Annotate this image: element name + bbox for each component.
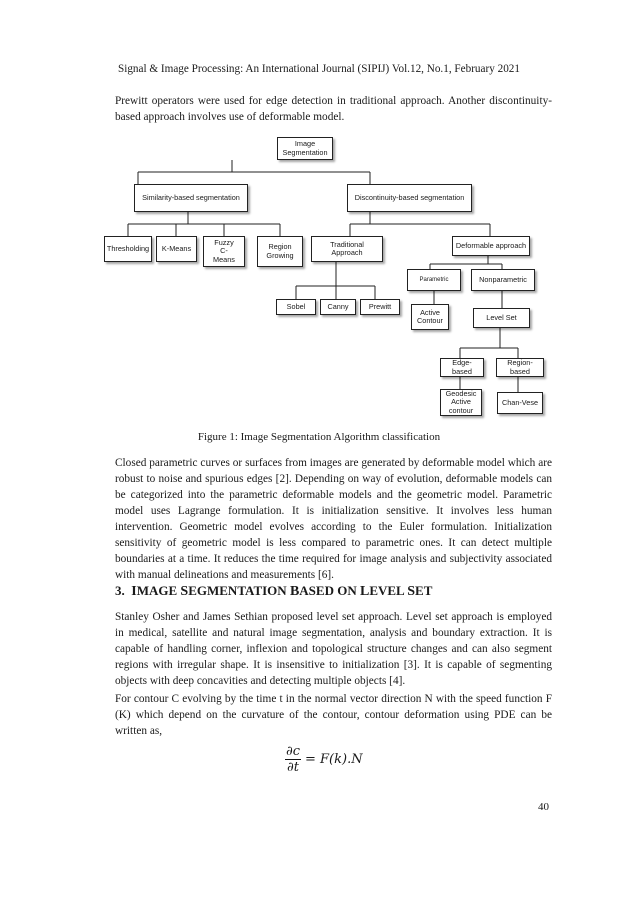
node-parametric: Parametric xyxy=(407,269,461,291)
node-image-segmentation: Image Segmentation xyxy=(277,137,333,160)
equation-denominator: ∂t xyxy=(287,760,299,775)
node-kmeans: K-Means xyxy=(156,236,197,262)
node-sobel: Sobel xyxy=(276,299,316,315)
node-region-growing: Region Growing xyxy=(257,236,303,267)
paragraph-deformable-models: Closed parametric curves or surfaces from images are generated by deformable model which are robust to noise and spurious edges [2]. Depending on way of evolution, deformable models can be categorized into the parametric deformable models and the geometric model. Parametric model uses Lagrange formulation. It is initialization sensitive. It involves less human intervention. Geometric model evolves according to the Euler formulation. Initialization sensitivity of geometric model is less compared to parametric ones. It can detect multiple boundaries at a time. It reduces the time required for image analysis and subjectivity associated with manual delineations and measurements [6]. xyxy=(115,457,552,581)
running-header: Signal & Image Processing: An International Journal (SIPIJ) Vol.12, No.1, February 2021 xyxy=(118,63,520,75)
node-level-set: Level Set xyxy=(473,308,530,328)
paragraph-contour-pde: For contour C evolving by the time t in the normal vector direction N with the speed function F (K) which depend on the curvature of the contour, contour deformation using PDE can be written as, xyxy=(115,693,552,737)
figure-caption: Figure 1: Image Segmentation Algorithm classification xyxy=(197,431,441,443)
equation-fraction xyxy=(285,744,301,775)
node-active-contour: Active Contour xyxy=(411,304,449,330)
node-canny: Canny xyxy=(320,299,356,315)
node-nonparametric: Nonparametric xyxy=(471,269,535,291)
paragraph-level-set: Stanley Osher and James Sethian proposed level set approach. Level set approach is employed in medical, satellite and natural image segmentation, analysis and boundary extraction. It is capable of handling corner, inflexion and topological structure changes and can also segment regions with irregular shape. It is insensitive to initialization [3]. It is capable of segmenting objects with deep concavities and detecting multiple objects [4]. xyxy=(115,611,552,687)
intro-paragraph: Prewitt operators were used for edge detection in traditional approach. Another discontinuity-based approach involves use of deformable model. xyxy=(115,95,552,123)
node-traditional-approach: Traditional Approach xyxy=(311,236,383,262)
node-similarity-segmentation: Similarity-based segmentation xyxy=(134,184,248,212)
equation-numerator: ∂c xyxy=(286,744,301,759)
equation xyxy=(285,744,363,775)
page-number: 40 xyxy=(538,801,549,813)
node-prewitt: Prewitt xyxy=(360,299,400,315)
node-fuzzy-cmeans: Fuzzy C-Means xyxy=(203,236,245,267)
node-region-based: Region-based xyxy=(496,358,544,377)
node-geodesic-active-contour: Geodesic Active contour xyxy=(440,389,482,416)
node-chan-vese: Chan-Vese xyxy=(497,392,543,414)
node-deformable-approach: Deformable approach xyxy=(452,236,530,256)
node-edge-based: Edge-based xyxy=(440,358,484,377)
section-number: 3. xyxy=(115,583,125,598)
node-discontinuity-segmentation: Discontinuity-based segmentation xyxy=(347,184,472,212)
section-heading: 3. IMAGE SEGMENTATION BASED ON LEVEL SET xyxy=(115,583,433,599)
equation-rhs: = F(k).N xyxy=(305,752,363,767)
node-thresholding: Thresholding xyxy=(104,236,152,262)
